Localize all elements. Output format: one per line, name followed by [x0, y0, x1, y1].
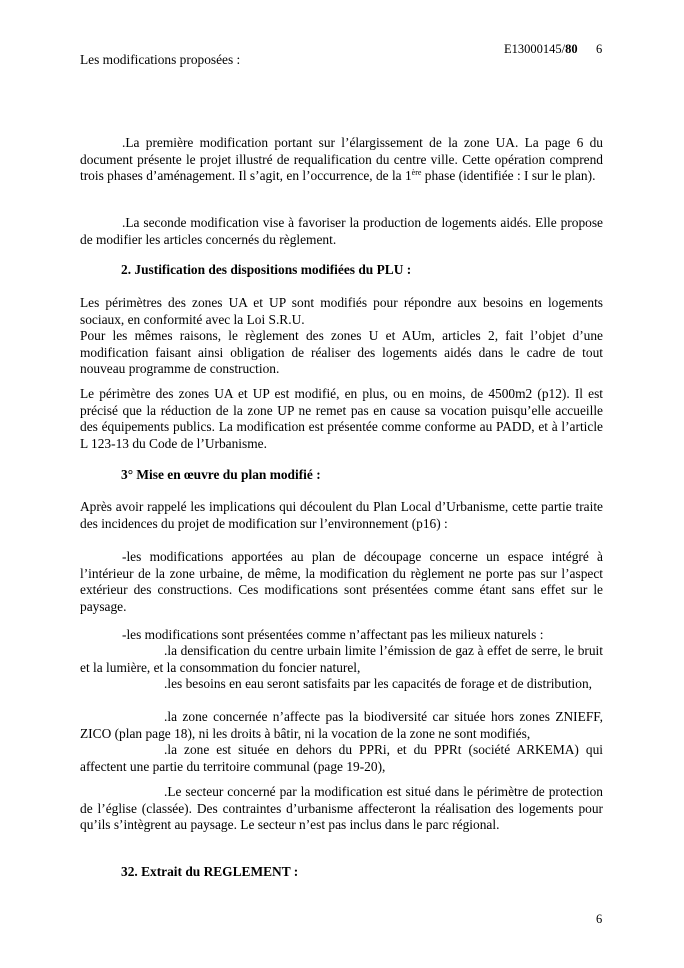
section-2-paragraph-1: Les périmètres des zones UA et UP sont modifiés pour répondre aux besoins en logements sociaux, en conformité avec la Loi S.R.U. — [80, 295, 603, 327]
first-modification-paragraph — [80, 135, 603, 185]
section-3-sub-item-1: .la densification du centre urbain limite l’émission de gaz à effet de serre, le bruit et la lumière, et la consommation du foncier naturel, — [80, 643, 603, 675]
section-3-sub-item-2: .les besoins en eau seront satisfaits par les capacités de forage et de distribution, — [164, 676, 592, 691]
intro-label: Les modifications proposées : — [80, 52, 241, 67]
section-2-paragraph-3: Le périmètre des zones UA et UP est modifié, en plus, ou en moins, de 4500m2 (p12). Il est précisé que la réduction de la zone UP ne remet pas en cause sa vocation puisqu’elle accueille des équipements publics. La modification est présentée comme conforme au PADD, et à l’article L 123-13 du Code de l’Urbanisme. — [80, 386, 603, 451]
section-3-intro: Après avoir rappelé les implications qui découlent du Plan Local d’Urbanisme, cette partie traite des incidences du projet de modification sur l’environnement (p16) : — [80, 499, 603, 531]
section-32-title: 32. Extrait du REGLEMENT : — [121, 864, 299, 879]
first-modification-tail: phase (identifiée : I sur le plan). — [421, 168, 596, 184]
section-2-title: 2. Justification des dispositions modifiées du PLU : — [121, 262, 412, 277]
reference-prefix: E13000145/ — [504, 42, 566, 56]
footer-page-number: 6 — [596, 912, 603, 926]
superscript-ere: ère — [411, 168, 422, 178]
section-3-sector-paragraph: .Le secteur concerné par la modification est situé dans le périmètre de protection de l’église (classée). Des contraintes d’urbanisme affecteront la réalisation des logements pour qu’ils s’intègrent au paysage. Le secteur n’est pas inclus dans le parc régional. — [80, 784, 603, 833]
section-3-sub-item-4: .la zone est située en dehors du PPRi, et du PPRt (société ARKEMA) qui affectent une partie du territoire communal (page 19-20), — [80, 742, 603, 774]
second-modification-paragraph: .La seconde modification vise à favoriser la production de logements aidés. Elle propose de modifier les articles concernés du règlement. — [80, 215, 603, 247]
section-3-title: 3° Mise en œuvre du plan modifié : — [121, 467, 321, 482]
section-2-paragraph-2: Pour les mêmes raisons, le règlement des zones U et AUm, articles 2, fait l’objet d’une modification faisant ainsi obligation de réaliser des logements aidés dans le cadre de tout nouveau programme de construction. — [80, 328, 603, 377]
section-3-bullet-1: -les modifications apportées au plan de découpage concerne un espace intégré à l’intérieur de la zone urbaine, de même, la modification du règlement ne porte pas sur l’aspect extérieur des constructions. Ces modifications sont présentées comme étant sans effet sur le paysage. — [80, 549, 603, 614]
first-modification-text: .La première modification portant sur l’élargissement de la zone UA. La page 6 du document présente le projet illustré de requalification du centre ville. Cette opération comprend trois phases d’aménagement. Il s’agit, en l’occurrence, de la 1 — [80, 135, 603, 184]
reference-number: 80 — [565, 42, 578, 56]
section-3-bullet-2: -les modifications sont présentées comme n’affectant pas les milieux naturels : — [122, 627, 544, 642]
section-3-sub-item-3: .la zone concernée n’affecte pas la biodiversité car située hors zones ZNIEFF, ZICO (plan page 18), ni les droits à bâtir, ni la vocation de la zone ne sont modifiés, — [80, 709, 603, 741]
header-page-number: 6 — [596, 42, 603, 56]
